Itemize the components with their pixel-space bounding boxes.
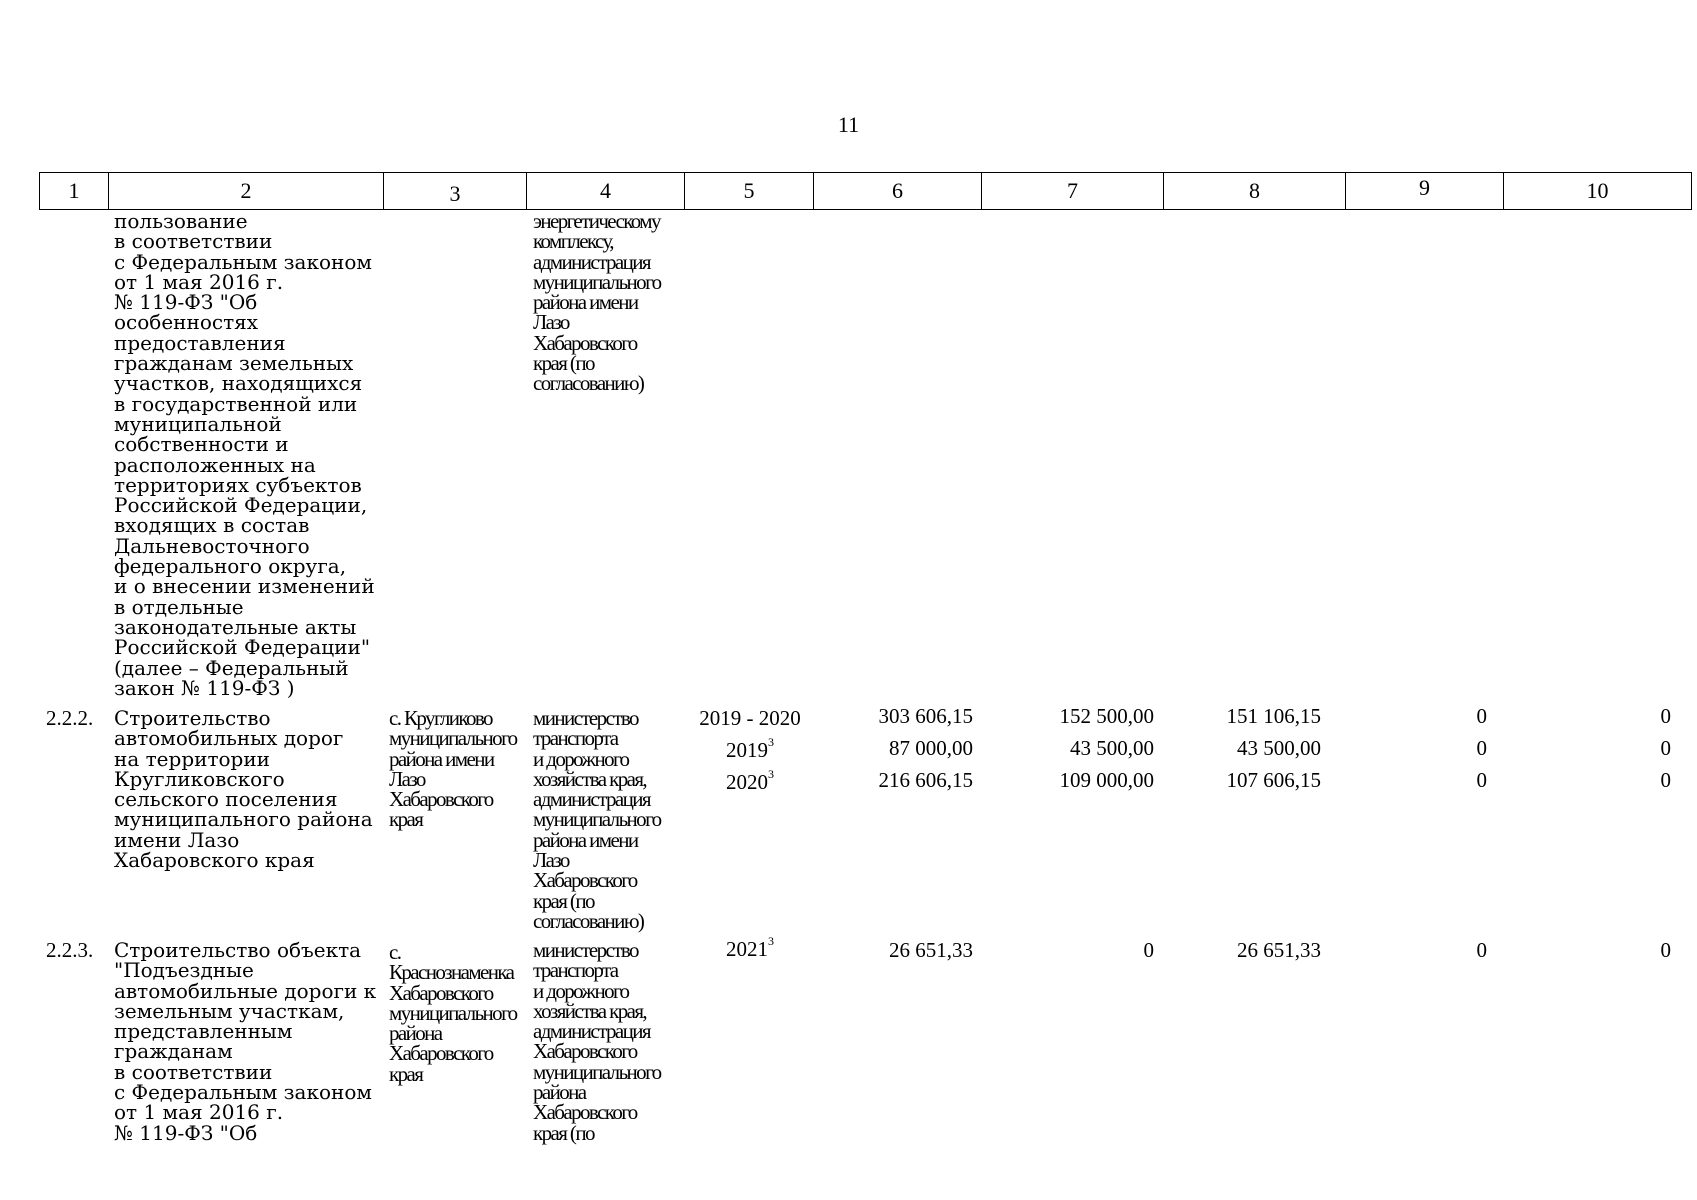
- col9-amount: 0: [1476, 704, 1487, 728]
- row-year: 2019 - 2020: [699, 706, 801, 730]
- col8-amount: 107 606,15: [1226, 768, 1321, 792]
- col9-amount: 0: [1476, 736, 1487, 760]
- total-amount: 87 000,00: [889, 736, 973, 760]
- row-place-cell: с. Кругликово муниципального района имени Лазо Хабаровского края: [389, 706, 517, 832]
- header-col-5: 5: [685, 172, 814, 210]
- row-year: 2021$^3$: [726, 934, 774, 961]
- col9-amount: 0: [1476, 938, 1487, 962]
- header-col-4: 4: [527, 172, 685, 210]
- row-name-cell: Строительство объекта "Подъездные автомобильные дороги к земельным участкам, представленным гражданам в соответствии с Федеральным законом от 1 мая 2016 г. № 119-ФЗ "Об: [114, 938, 377, 1145]
- header-col-2: 2: [109, 172, 384, 210]
- col10-amount: 0: [1660, 938, 1671, 962]
- row-executor-cell: министерство транспорта и дорожного хозяйства края, администрация муниципального района имени Лазо Хабаровского края (по согласованию): [533, 706, 661, 933]
- col7-amount: 109 000,00: [1059, 768, 1154, 792]
- continuation-name-cell: пользование в соответствии с Федеральным законом от 1 мая 2016 г. № 119-ФЗ "Об особенностях предоставления гражданам земельных участков, находящихся в государственной или муниципальной собственности и расположенных на территориях субъектов Российской Федерации, входящих в состав Дальневосточного федерального округа, и о внесении изменений в отдельные законодательные акты Российской Федерации" (далее – Федеральный закон № 119-ФЗ ): [114, 209, 375, 700]
- row-number: 2.2.3.: [46, 938, 94, 962]
- total-amount: 26 651,33: [889, 938, 973, 962]
- col7-amount: 152 500,00: [1059, 704, 1154, 728]
- header-col-3: 3: [384, 172, 527, 210]
- total-amount: 216 606,15: [878, 768, 973, 792]
- row-name-cell: Строительство автомобильных дорог на территории Кругликовского сельского поселения муниципального района имени Лазо Хабаровского края: [114, 706, 373, 873]
- row-place-cell: с. Краснознаменка Хабаровского муниципального района Хабаровского края: [389, 940, 517, 1086]
- row-year: 2020$^3$: [726, 767, 774, 794]
- header-col-7: 7: [982, 172, 1164, 210]
- header-col-10: 10: [1504, 172, 1692, 210]
- total-amount: 303 606,15: [878, 704, 973, 728]
- col8-amount: 43 500,00: [1237, 736, 1321, 760]
- col9-amount: 0: [1476, 768, 1487, 792]
- col7-amount: 43 500,00: [1070, 736, 1154, 760]
- continuation-executor-cell: энергетическому комплексу, администрация муниципального района имени Лазо Хабаровского края (по согласованию): [533, 209, 661, 396]
- col10-amount: 0: [1660, 768, 1671, 792]
- header-col-8: 8: [1164, 172, 1346, 210]
- row-executor-cell: министерство транспорта и дорожного хозяйства края, администрация Хабаровского муниципального района Хабаровского края (по: [533, 938, 661, 1145]
- row-year: 2019$^3$: [726, 735, 774, 762]
- col10-amount: 0: [1660, 704, 1671, 728]
- row-number: 2.2.2.: [46, 706, 94, 730]
- header-col-9: 9: [1346, 172, 1504, 210]
- page-number: 11: [837, 112, 860, 137]
- header-col-6: 6: [814, 172, 982, 210]
- col8-amount: 26 651,33: [1237, 938, 1321, 962]
- col8-amount: 151 106,15: [1226, 704, 1321, 728]
- col7-amount: 0: [1143, 938, 1154, 962]
- col10-amount: 0: [1660, 736, 1671, 760]
- header-col-1: 1: [39, 172, 109, 210]
